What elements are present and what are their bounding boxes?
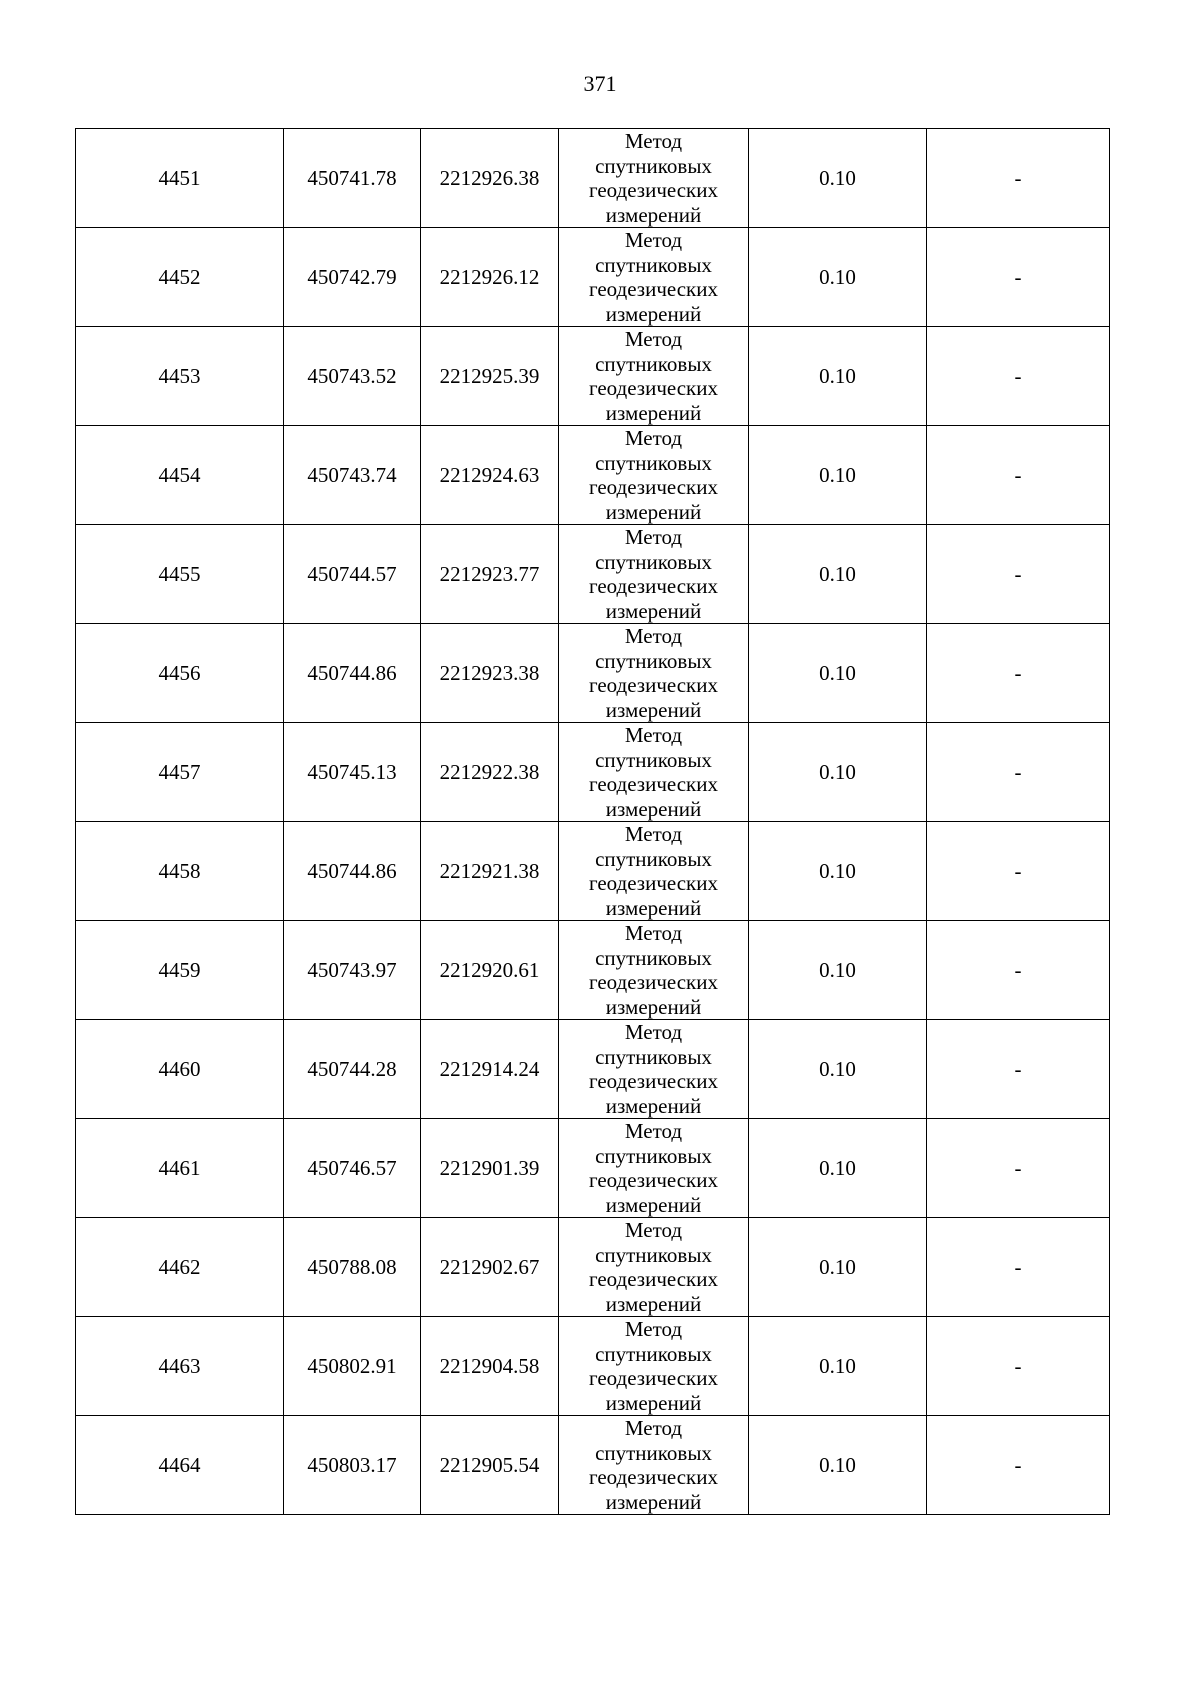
table-row <box>76 327 1110 426</box>
x-coordinate-cell: 450744.28 <box>284 1020 421 1119</box>
method-line: спутниковых <box>595 1242 712 1267</box>
y-coordinate-cell: 2212901.39 <box>421 1119 559 1218</box>
y-coordinate-cell: 2212920.61 <box>421 921 559 1020</box>
method-line: измерений <box>605 400 702 425</box>
method-line: Метод <box>624 327 683 351</box>
note-cell: - <box>927 1317 1110 1416</box>
method-line: измерений <box>605 301 702 326</box>
x-coordinate-cell: 450788.08 <box>284 1218 421 1317</box>
x-coordinate-cell: 450743.52 <box>284 327 421 426</box>
method-line: спутниковых <box>595 648 712 673</box>
accuracy-cell: 0.10 <box>749 129 927 228</box>
method-line: геодезических <box>588 574 718 598</box>
method-line: геодезических <box>588 970 718 994</box>
note-cell: - <box>927 1020 1110 1119</box>
note-cell: - <box>927 228 1110 327</box>
method-line: Метод <box>624 1218 683 1242</box>
y-coordinate-cell: 2212922.38 <box>421 723 559 822</box>
y-coordinate-cell: 2212902.67 <box>421 1218 559 1317</box>
method-line: Метод <box>624 1317 683 1341</box>
accuracy-cell: 0.10 <box>749 1119 927 1218</box>
method-line: геодезических <box>588 673 718 697</box>
method-cell <box>559 1416 749 1515</box>
point-number-cell: 4463 <box>76 1317 284 1416</box>
method-cell <box>559 525 749 624</box>
method-cell <box>559 624 749 723</box>
method-cell <box>559 129 749 228</box>
note-cell: - <box>927 327 1110 426</box>
point-number-cell: 4459 <box>76 921 284 1020</box>
table-row <box>76 1317 1110 1416</box>
accuracy-cell: 0.10 <box>749 1020 927 1119</box>
note-cell: - <box>927 1416 1110 1515</box>
method-line: Метод <box>624 426 683 450</box>
method-cell <box>559 1218 749 1317</box>
coordinates-table <box>75 128 1110 1515</box>
method-cell <box>559 1020 749 1119</box>
point-number-cell: 4455 <box>76 525 284 624</box>
accuracy-cell: 0.10 <box>749 1416 927 1515</box>
table-row <box>76 1119 1110 1218</box>
note-cell: - <box>927 921 1110 1020</box>
note-cell: - <box>927 525 1110 624</box>
y-coordinate-cell: 2212905.54 <box>421 1416 559 1515</box>
method-line: Метод <box>624 129 683 153</box>
method-line: измерений <box>605 1093 702 1118</box>
table-row <box>76 1020 1110 1119</box>
table-row <box>76 1416 1110 1515</box>
accuracy-cell: 0.10 <box>749 1317 927 1416</box>
note-cell: - <box>927 624 1110 723</box>
point-number-cell: 4452 <box>76 228 284 327</box>
x-coordinate-cell: 450802.91 <box>284 1317 421 1416</box>
x-coordinate-cell: 450745.13 <box>284 723 421 822</box>
method-line: геодезических <box>588 1465 718 1489</box>
method-line: измерений <box>605 1489 702 1514</box>
accuracy-cell: 0.10 <box>749 228 927 327</box>
method-line: измерений <box>605 895 702 920</box>
accuracy-cell: 0.10 <box>749 921 927 1020</box>
method-line: геодезических <box>588 772 718 796</box>
method-line: спутниковых <box>595 252 712 277</box>
table-row <box>76 624 1110 723</box>
method-line: измерений <box>605 796 702 821</box>
method-line: Метод <box>624 228 683 252</box>
method-line: спутниковых <box>595 153 712 178</box>
point-number-cell: 4453 <box>76 327 284 426</box>
method-line: спутниковых <box>595 1440 712 1465</box>
method-line: измерений <box>605 697 702 722</box>
x-coordinate-cell: 450743.74 <box>284 426 421 525</box>
point-number-cell: 4451 <box>76 129 284 228</box>
method-line: Метод <box>624 1119 683 1143</box>
table-row <box>76 129 1110 228</box>
x-coordinate-cell: 450744.86 <box>284 822 421 921</box>
method-line: геодезических <box>588 1168 718 1192</box>
method-cell <box>559 426 749 525</box>
method-line: Метод <box>624 921 683 945</box>
method-line: измерений <box>605 499 702 524</box>
accuracy-cell: 0.10 <box>749 822 927 921</box>
method-line: геодезических <box>588 277 718 301</box>
method-cell <box>559 1317 749 1416</box>
method-line: спутниковых <box>595 1341 712 1366</box>
method-line: Метод <box>624 1020 683 1044</box>
method-line: измерений <box>605 1192 702 1217</box>
point-number-cell: 4456 <box>76 624 284 723</box>
method-line: Метод <box>624 723 683 747</box>
x-coordinate-cell: 450742.79 <box>284 228 421 327</box>
accuracy-cell: 0.10 <box>749 426 927 525</box>
point-number-cell: 4461 <box>76 1119 284 1218</box>
y-coordinate-cell: 2212921.38 <box>421 822 559 921</box>
table-row <box>76 525 1110 624</box>
page-number: 371 <box>583 71 617 96</box>
method-cell <box>559 1119 749 1218</box>
method-line: спутниковых <box>595 1143 712 1168</box>
method-line: Метод <box>624 822 683 846</box>
note-cell: - <box>927 426 1110 525</box>
x-coordinate-cell: 450744.86 <box>284 624 421 723</box>
point-number-cell: 4454 <box>76 426 284 525</box>
method-line: Метод <box>624 1416 683 1440</box>
point-number-cell: 4457 <box>76 723 284 822</box>
table-row <box>76 228 1110 327</box>
method-line: спутниковых <box>595 351 712 376</box>
method-line: геодезических <box>588 871 718 895</box>
y-coordinate-cell: 2212923.77 <box>421 525 559 624</box>
method-line: спутниковых <box>595 1044 712 1069</box>
y-coordinate-cell: 2212904.58 <box>421 1317 559 1416</box>
table-row <box>76 921 1110 1020</box>
y-coordinate-cell: 2212925.39 <box>421 327 559 426</box>
method-line: спутниковых <box>595 846 712 871</box>
method-line: геодезических <box>588 475 718 499</box>
method-line: спутниковых <box>595 747 712 772</box>
coordinates-table-body <box>76 129 1110 1515</box>
table-row <box>76 1218 1110 1317</box>
x-coordinate-cell: 450803.17 <box>284 1416 421 1515</box>
method-cell <box>559 822 749 921</box>
note-cell: - <box>927 1119 1110 1218</box>
y-coordinate-cell: 2212923.38 <box>421 624 559 723</box>
y-coordinate-cell: 2212926.38 <box>421 129 559 228</box>
x-coordinate-cell: 450743.97 <box>284 921 421 1020</box>
point-number-cell: 4462 <box>76 1218 284 1317</box>
accuracy-cell: 0.10 <box>749 327 927 426</box>
method-line: спутниковых <box>595 945 712 970</box>
method-line: спутниковых <box>595 549 712 574</box>
method-line: спутниковых <box>595 450 712 475</box>
table-row <box>76 822 1110 921</box>
note-cell: - <box>927 822 1110 921</box>
method-line: измерений <box>605 1390 702 1415</box>
method-line: Метод <box>624 624 683 648</box>
method-cell <box>559 723 749 822</box>
accuracy-cell: 0.10 <box>749 525 927 624</box>
method-line: измерений <box>605 994 702 1019</box>
method-line: геодезических <box>588 1069 718 1093</box>
method-line: измерений <box>605 1291 702 1316</box>
method-line: Метод <box>624 525 683 549</box>
y-coordinate-cell: 2212924.63 <box>421 426 559 525</box>
x-coordinate-cell: 450746.57 <box>284 1119 421 1218</box>
note-cell: - <box>927 1218 1110 1317</box>
method-line: геодезических <box>588 178 718 202</box>
method-cell <box>559 921 749 1020</box>
method-line: геодезических <box>588 1267 718 1291</box>
x-coordinate-cell: 450744.57 <box>284 525 421 624</box>
method-line: геодезических <box>588 376 718 400</box>
accuracy-cell: 0.10 <box>749 1218 927 1317</box>
point-number-cell: 4464 <box>76 1416 284 1515</box>
y-coordinate-cell: 2212926.12 <box>421 228 559 327</box>
note-cell: - <box>927 129 1110 228</box>
table-row <box>76 723 1110 822</box>
table-row <box>76 426 1110 525</box>
accuracy-cell: 0.10 <box>749 723 927 822</box>
method-line: геодезических <box>588 1366 718 1390</box>
y-coordinate-cell: 2212914.24 <box>421 1020 559 1119</box>
point-number-cell: 4460 <box>76 1020 284 1119</box>
method-line: измерений <box>605 202 702 227</box>
method-line: измерений <box>605 598 702 623</box>
accuracy-cell: 0.10 <box>749 624 927 723</box>
method-cell <box>559 228 749 327</box>
x-coordinate-cell: 450741.78 <box>284 129 421 228</box>
point-number-cell: 4458 <box>76 822 284 921</box>
note-cell: - <box>927 723 1110 822</box>
method-cell <box>559 327 749 426</box>
